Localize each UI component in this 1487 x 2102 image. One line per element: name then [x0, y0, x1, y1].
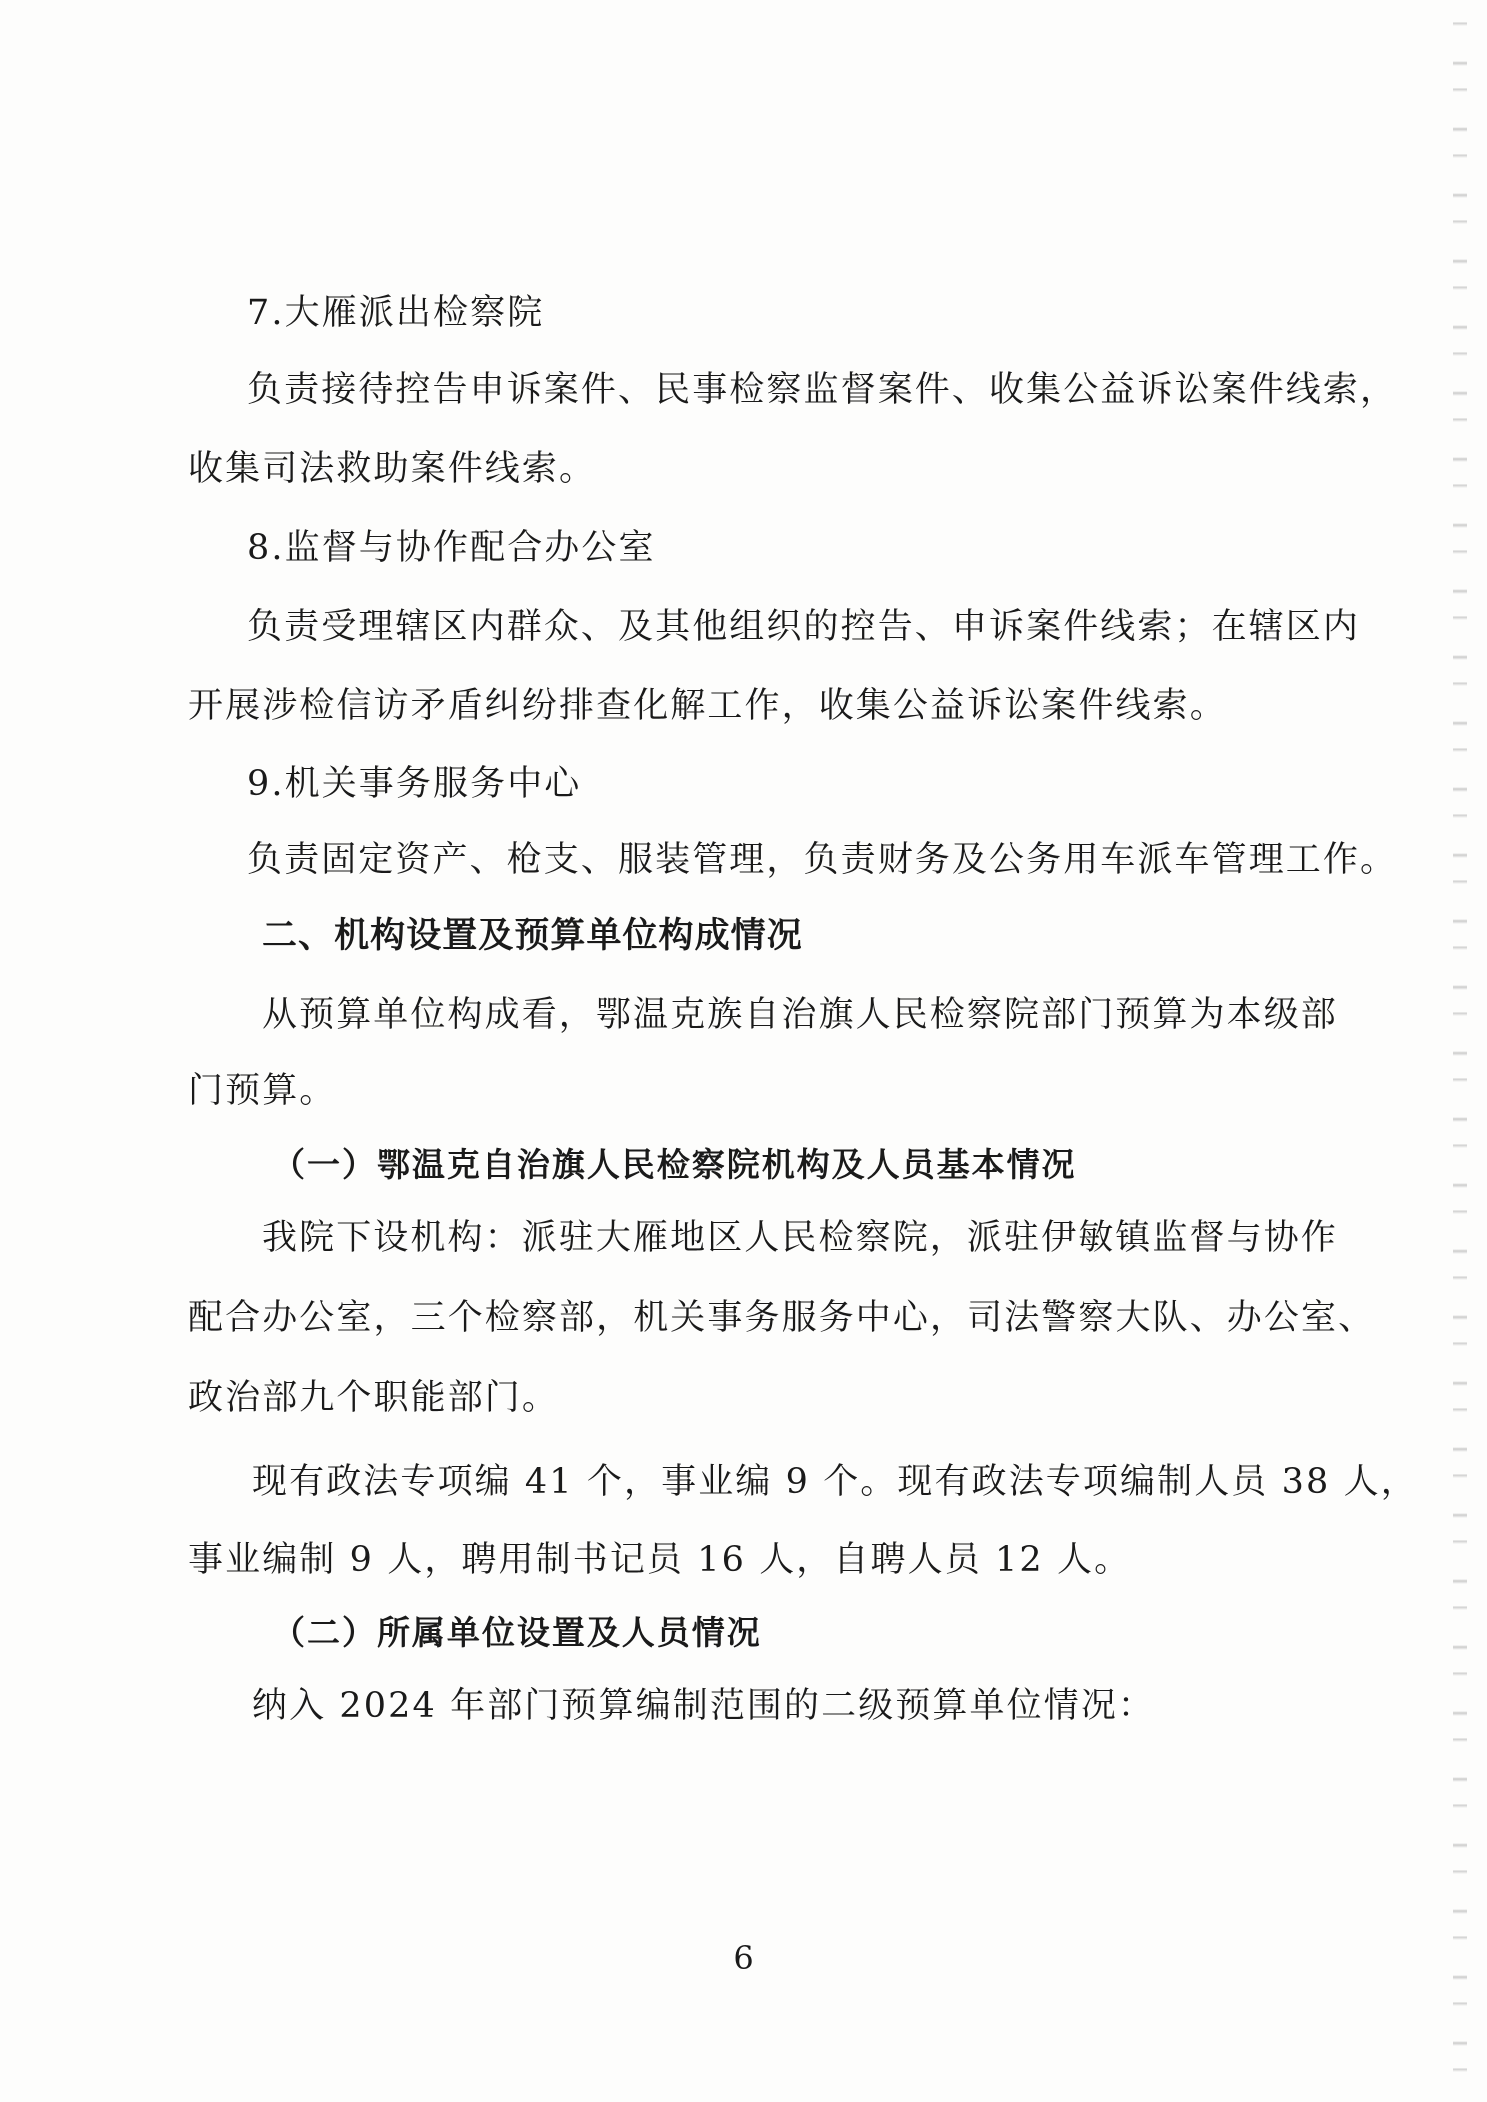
staffing-line-2: 事业编制 9 人，聘用制书记员 16 人，自聘人员 12 人。: [188, 1540, 1132, 1580]
item-8-desc-line-1: 负责受理辖区内群众、及其他组织的控告、申诉案件线索；在辖区内: [247, 607, 1361, 647]
section-heading-2: 二、机构设置及预算单位构成情况: [262, 916, 803, 956]
item-9-title: 9.机关事务服务中心: [247, 764, 582, 804]
subsection-heading-1: （一）鄂温克自治旗人民检察院机构及人员基本情况: [272, 1145, 1077, 1184]
institution-line-1: 我院下设机构：派驻大雁地区人民检察院，派驻伊敏镇监督与协作: [262, 1218, 1338, 1258]
secondary-units-intro: 纳入 2024 年部门预算编制范围的二级预算单位情况：: [252, 1686, 1156, 1726]
institution-line-3: 政治部九个职能部门。: [188, 1378, 560, 1418]
item-9-desc: 负责固定资产、枪支、服装管理，负责财务及公务用车派车管理工作。: [247, 840, 1398, 880]
budget-composition-line-2: 门预算。: [188, 1071, 337, 1111]
institution-line-2: 配合办公室，三个检察部，机关事务服务中心，司法警察大队、办公室、: [188, 1298, 1376, 1338]
item-7-desc-line-1: 负责接待控告申诉案件、民事检察监督案件、收集公益诉讼案件线索，: [247, 370, 1398, 410]
subsection-heading-2: （二）所属单位设置及人员情况: [272, 1613, 762, 1652]
item-7-desc-line-2: 收集司法救助案件线索。: [188, 449, 597, 489]
item-7-title: 7.大雁派出检察院: [247, 293, 545, 333]
page-number: 6: [733, 1939, 754, 1977]
scan-edge-artifact: [1453, 0, 1467, 2102]
item-8-title: 8.监督与协作配合办公室: [247, 528, 656, 568]
budget-composition-line-1: 从预算单位构成看，鄂温克族自治旗人民检察院部门预算为本级部: [262, 995, 1338, 1035]
staffing-line-1: 现有政法专项编 41 个，事业编 9 个。现有政法专项编制人员 38 人，: [252, 1462, 1418, 1502]
item-8-desc-line-2: 开展涉检信访矛盾纠纷排查化解工作，收集公益诉讼案件线索。: [188, 686, 1227, 726]
